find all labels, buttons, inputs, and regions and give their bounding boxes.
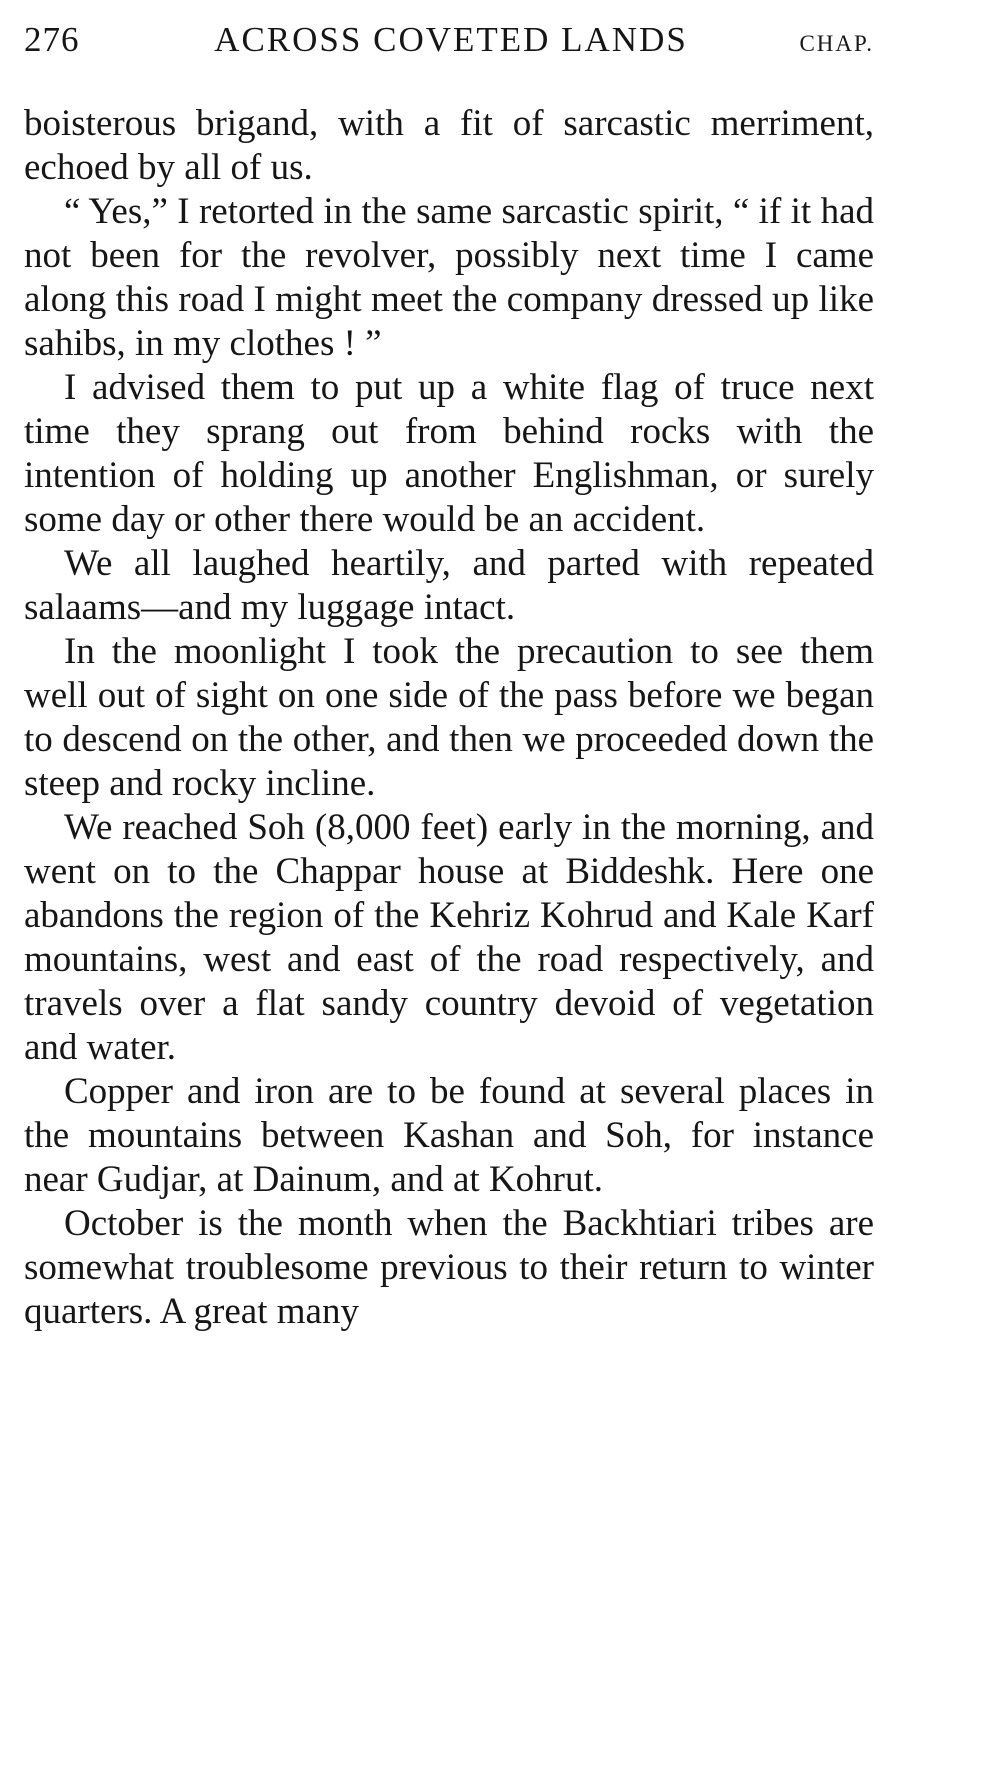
- running-head: [24, 18, 874, 66]
- paragraph: Copper and iron are to be found at several places in the mountains between Kashan and Soh, for instance near Gudjar, at Dainum, and at Kohrut.: [24, 1071, 874, 1200]
- book-page: [24, 18, 874, 1334]
- chapter-label: CHAP.: [799, 31, 874, 56]
- paragraph: In the moonlight I took the precaution to see them well out of sight on one side of the pass before we began to descend on the other, and then we proceeded down the steep and rocky incline.: [24, 631, 874, 804]
- paragraph-continued: boisterous brigand, with a fit of sarcastic merriment, echoed by all of us.: [24, 103, 874, 188]
- book-title: ACROSS COVETED LANDS: [214, 20, 688, 59]
- paragraph: We all laughed heartily, and parted with repeated salaams—and my luggage intact.: [24, 543, 874, 628]
- page-number: 276: [24, 20, 80, 59]
- paragraph: We reached Soh (8,000 feet) early in the morning, and went on to the Chappar house at Biddeshk. Here one abandons the region of the Kehriz Kohrud and Kale Karf mountains, west and east of the road respectively, and travels over a flat sandy country devoid of vegetation and water.: [24, 807, 874, 1068]
- paragraph-continues: October is the month when the Backhtiari tribes are somewhat troublesome previous to their return to winter quarters. A great many: [24, 1203, 874, 1332]
- paragraph: “ Yes,” I retorted in the same sarcastic spirit, “ if it had not been for the revolver, possibly next time I came along this road I might meet the company dressed up like sahibs, in my clothes ! ”: [24, 191, 874, 364]
- paragraph: I advised them to put up a white flag of truce next time they sprang out from behind rocks with the intention of holding up another Englishman, or surely some day or other there would be an accident.: [24, 367, 874, 540]
- body-text: [24, 102, 874, 1334]
